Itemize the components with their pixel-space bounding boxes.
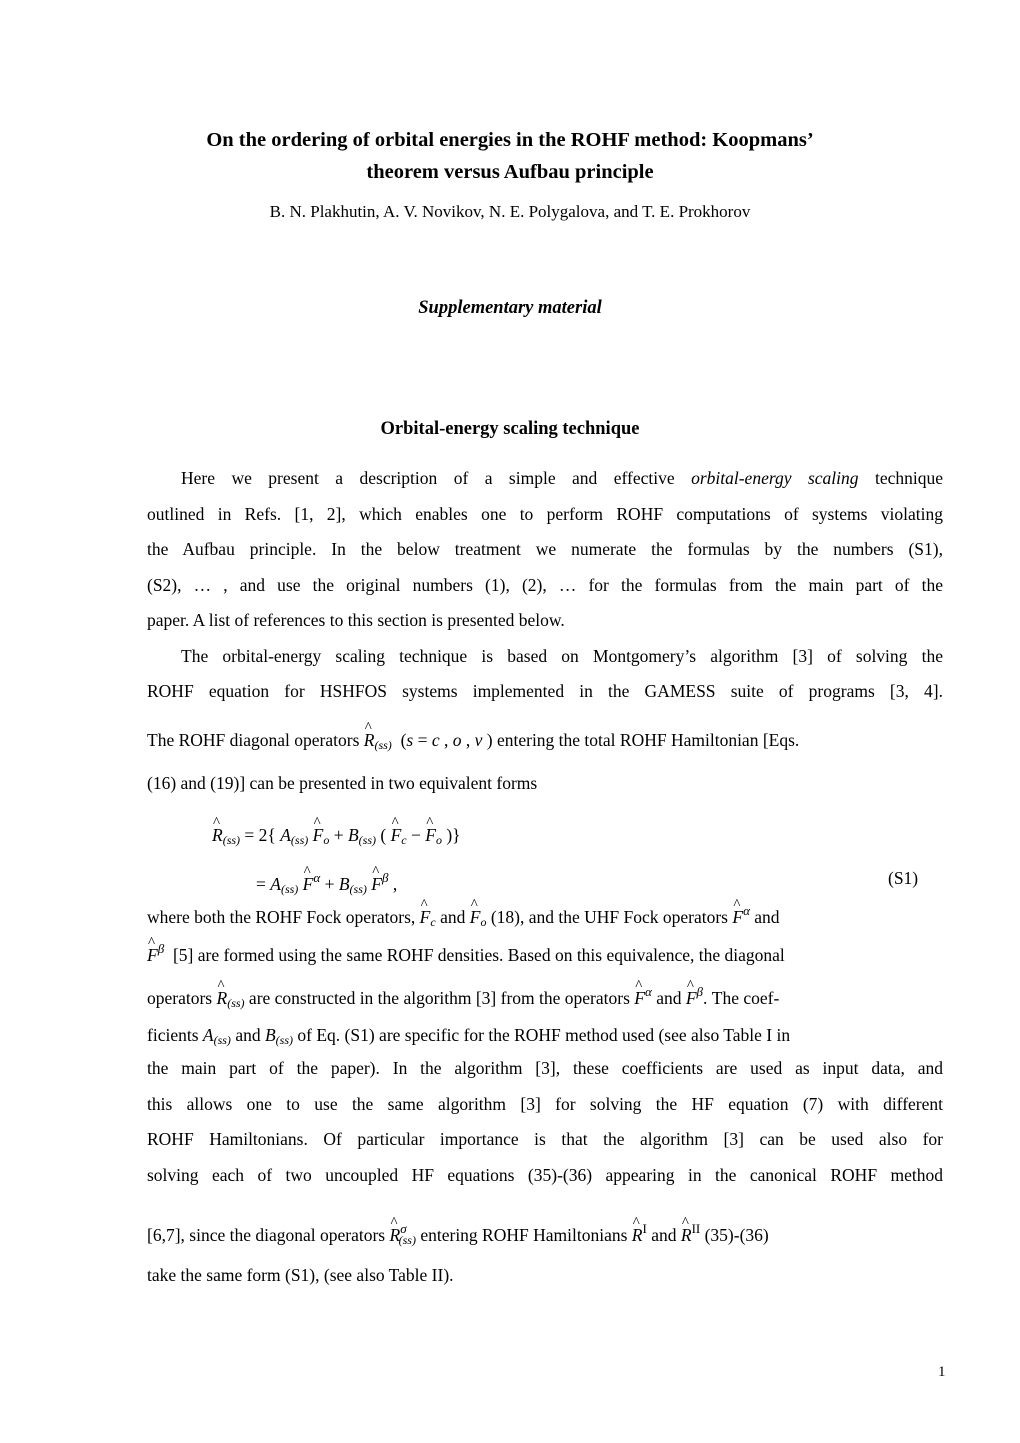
p1-line-2: outlined in Refs. [1, 2], which enables one to perform ROHF computations of systems violating (147, 504, 943, 524)
section-title: Orbital-energy scaling technique (380, 419, 640, 439)
equation-label: (S1) (888, 868, 919, 888)
author-list: B. N. Plakhutin, A. V. Novikov, N. E. Polygalova, and T. E. Prokhorov (269, 202, 751, 221)
p2-line-1: The orbital-energy scaling technique is based on Montgomery’s algorithm [3] of solving the (181, 646, 943, 666)
p3-line-7: ROHF Hamiltonians. Of particular importance is that the algorithm [3] can be used also for (147, 1129, 943, 1149)
supplementary-heading: Supplementary material (418, 298, 602, 318)
page-number: 1 (938, 1364, 946, 1380)
p1-line-3: the Aufbau principle. In the below treatment we numerate the formulas by the numbers (S1), (147, 539, 943, 559)
p1-line-5: paper. A list of references to this section is presented below. (147, 610, 565, 630)
p2-line-3: The ROHF diagonal operators ^ $R_{(ss)}$ (s = c , o , v ) entering the total ROHF Hamiltonian [Eqs. (147, 728, 943, 752)
p3-line-9: [6,7], since the diagonal operators ^ $R^\sigma_{(ss)}$ entering ROHF Hamiltonians ^ $R^I$ and ^ $R^{II}$ (35)-(36) (147, 1217, 943, 1241)
p1-line-1: Here we present a description of a simple and effective orbital-energy scaling technique (181, 468, 943, 488)
p3-line-2: ^ $F^\beta$ [5] are formed using the same ROHF densities. Based on this equivalence, the diagonal (147, 937, 943, 961)
p3-line-10: take the same form (S1), (see also Table II). (147, 1265, 454, 1285)
equation-s1-line-2: = $A_{(ss)}$ ^ $F^\alpha + B_{(ss)}$ ^ $F^\beta$ , (256, 866, 1020, 890)
title-line-1: On the ordering of orbital energies in the ROHF method: Koopmans’ (206, 129, 814, 151)
p3-line-8: solving each of two uncoupled HF equations (35)-(36) appearing in the canonical ROHF method (147, 1165, 943, 1185)
p3-line-1: where both the ROHF Fock operators, ^ $F_c$ and ^ $F_o$ (18), and the UHF Fock operators ^ $F^\alpha$ and (147, 899, 943, 923)
p1-line-4: (S2), … , and use the original numbers (1), (2), … for the formulas from the main part of the (147, 575, 943, 595)
p3-line-4: ficients $A_{(ss)}$ and $B_{(ss)}$ of Eq. (S1) are specific for the ROHF method used (see also Table I in (147, 1025, 791, 1047)
p2-line-2: ROHF equation for HSHFOS systems implemented in the GAMESS suite of programs [3, 4]. (147, 681, 943, 701)
p3-line-5: the main part of the paper). In the algorithm [3], these coefficients are used as input data, and (147, 1058, 943, 1078)
p3-line-6: this allows one to use the same algorithm [3] for solving the HF equation (7) with different (147, 1094, 943, 1114)
title-line-2: theorem versus Aufbau principle (366, 161, 654, 183)
p2-line-4: (16) and (19)] can be presented in two equivalent forms (147, 773, 538, 793)
equation-s1-line-1: ^ $R_{(ss)} = 2${ $A_{(ss)}$ ^ $F_o + B_{(ss)}$ ( ^ $F_c$ − ^ $F_o$ )} (212, 823, 1008, 847)
paper-title (0, 124, 1020, 188)
p3-line-3: operators ^ $R_{(ss)}$ are constructed in the algorithm [3] from the operators ^ $F^\alpha$ and ^ $F^\beta$. The coef- (147, 980, 943, 1004)
